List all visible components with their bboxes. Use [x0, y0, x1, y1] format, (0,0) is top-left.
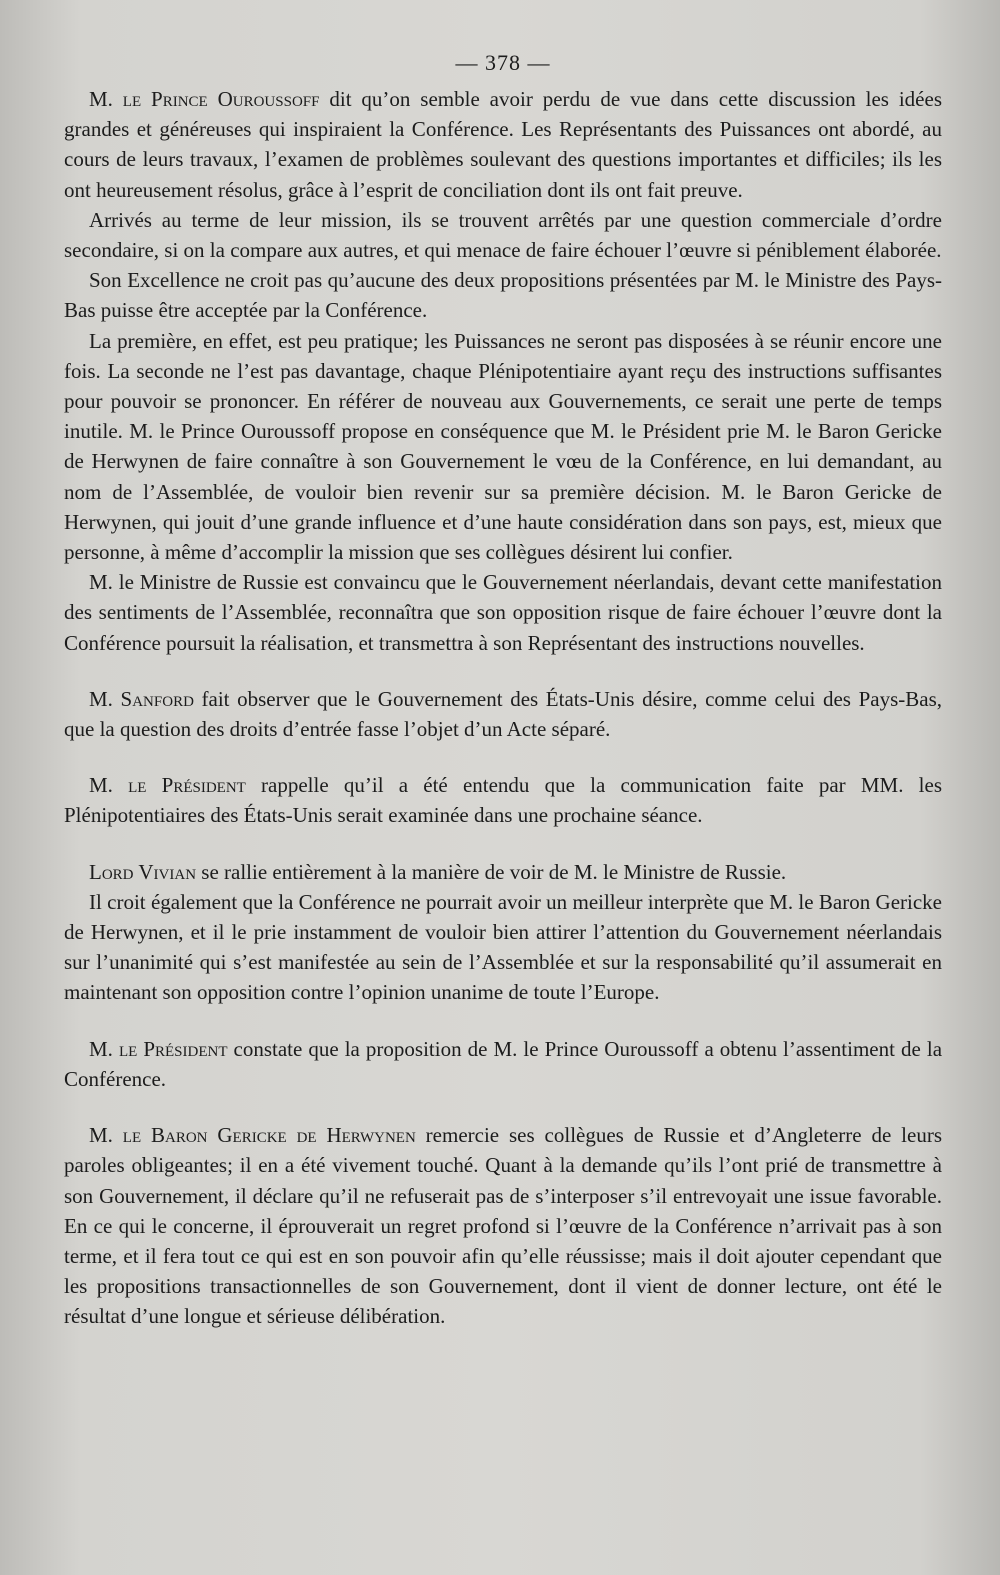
paragraph-text: rappelle qu’il a été entendu que la communication faite par MM. les Plénipotentiaires des États-Unis serait examinée dans une prochaine séance.: [64, 773, 943, 828]
paragraph: [64, 1120, 942, 1331]
paragraph: [64, 1034, 942, 1094]
speaker-name: M. Sanford: [89, 686, 194, 711]
paragraph: Son Excellence ne croit pas qu’aucune des deux propositions présentées par M. le Ministre des Pays-Bas puisse être acceptée par la Conférence.: [64, 268, 942, 323]
paragraph: [64, 770, 942, 830]
paragraph-text: se rallie entièrement à la manière de voir de M. le Ministre de Russie.: [196, 859, 787, 884]
paragraph-text: remercie ses collègues de Russie et d’Angleterre de leurs paroles obligeantes; il en a été vivement touché. Quant à la demande qu’ils l’ont prié de transmettre à son Gouvernement, il déclare qu’il ne refuserait pas de s’interposer s’il entrevoyait une issue favorable. En ce qui le concerne, il éprouverait un regret profond si l’œuvre de la Conférence n’arrivait pas à son terme, et il fera tout ce qui est en son pouvoir afin qu’elle réussisse; mais il doit ajouter cependant que les propositions transactionnelles de son Gouvernement, dont il vient de donner lecture, ont été le résultat d’une longue et sérieuse délibération.: [64, 1123, 943, 1329]
paragraph-text: constate que la proposition de M. le Prince Ouroussoff a obtenu l’assentiment de la Conférence.: [64, 1036, 943, 1091]
speech-ouroussoff: [64, 84, 942, 658]
paragraph: M. le Ministre de Russie est convaincu que le Gouvernement néerlandais, devant cette manifestation des sentiments de l’Assemblée, reconnaîtra que son opposition risque de faire échouer l’œuvre dont la Conférence poursuit la réalisation, et transmettra à son Représentant des instructions nouvelles.: [64, 570, 942, 655]
paragraph-text: dit qu’on semble avoir perdu de vue dans cette discussion les idées grandes et généreuses qui inspiraient la Conférence. Les Représentants des Puissances ont abordé, au cours de leurs travaux, l’examen de problèmes soulevant des questions importantes et difficiles; ils les ont heureusement résolus, grâce à l’esprit de conciliation dont ils ont fait preuve.: [64, 87, 943, 202]
speaker-name: Lord Vivian: [89, 859, 197, 884]
speech-sanford: [64, 684, 942, 744]
page-number: — 378 —: [455, 50, 551, 75]
paragraph: Il croit également que la Conférence ne pourrait avoir un meilleur interprète que M. le Baron Gericke de Herwynen, et il le prie instamment de vouloir bien attirer l’attention du Gouvernement néerlandais sur l’unanimité qui s’est manifestée au sein de l’Assemblée et sur la responsabilité qu’il assumerait en maintenant son opposition contre l’opinion unanime de toute l’Europe.: [64, 889, 942, 1005]
speaker-name: M. le Baron Gericke de Herwynen: [89, 1123, 416, 1148]
speech-president-2: [64, 1034, 942, 1094]
speech-gericke: [64, 1120, 942, 1331]
paragraph: [64, 684, 942, 744]
paragraph: [64, 857, 942, 887]
speaker-name: M. le Prince Ouroussoff: [89, 87, 320, 111]
speaker-name: M. le Président: [89, 773, 246, 798]
speech-president: [64, 770, 942, 830]
paragraph: La première, en effet, est peu pratique; les Puissances ne seront pas disposées à se réunir encore une fois. La seconde ne l’est pas davantage, chaque Plénipotentiaire ayant reçu des instructions suffisantes pour pouvoir se prononcer. En référer de nouveau aux Gouvernements, ce serait une perte de temps inutile. M. le Prince Ouroussoff propose en conséquence que M. le Président prie M. le Baron Gericke de Herwynen de faire connaître à son Gouvernement le vœu de la Conférence, en lui demandant, au nom de l’Assemblée, de vouloir bien revenir sur sa première décision. M. le Baron Gericke de Herwynen, qui jouit d’une grande influence et d’une haute considération dans son pays, est, mieux que personne, à même d’accomplir la mission que ses collègues désirent lui confier.: [64, 328, 942, 565]
paragraph-text: fait observer que le Gouvernement des États-Unis désire, comme celui des Pays-Bas, que la question des droits d’entrée fasse l’objet d’un Acte séparé.: [64, 686, 942, 742]
paragraph: Arrivés au terme de leur mission, ils se trouvent arrêtés par une question commerciale d’ordre secondaire, si on la compare aux autres, et qui menace de faire échouer l’œuvre si péniblement élaborée.: [64, 207, 942, 263]
speech-vivian: [64, 857, 942, 1008]
paragraph: [64, 84, 942, 205]
speaker-name: M. le Président: [89, 1036, 228, 1061]
